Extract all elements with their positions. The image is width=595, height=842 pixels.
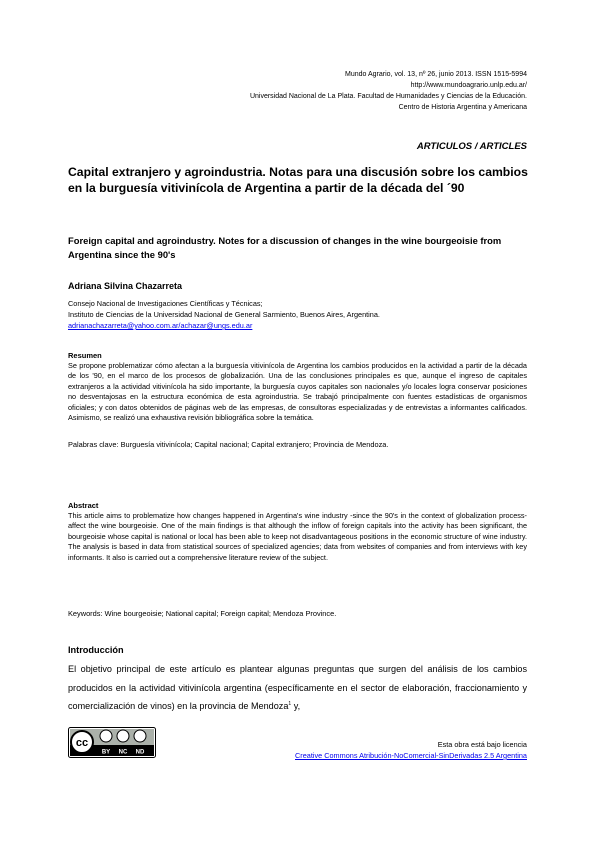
author-affiliation <box>68 298 528 331</box>
license-link[interactable]: Creative Commons Atribución-NoComercial-SinDerivadas 2.5 Argentina <box>295 751 527 760</box>
nd-equal-icon <box>134 730 146 742</box>
title-english: Foreign capital and agroindustry. Notes for a discussion of changes in the wine bourgeoisie from Argentina since the 90's <box>68 235 502 260</box>
abstract-text: This article aims to problematize how changes happened in Argentina's wine industry -since the 90's in the context of globalization process- affect the wine bourgeoisie. One of the main findings is that although the inflow of foreign capitals into the activity has been significant, the bourgeoisie whose capital is national or local has been able to keep not disadvantageous positions in the economic structure of wine industry. The analysis is based in data from statistical sources of specialized agencies; data from websites of companies and from interviews with key informants. It also is carried out a comprehensive literature review of the subject. <box>68 511 527 562</box>
abstract-heading: Abstract <box>68 501 99 510</box>
license-line: Esta obra está bajo licencia <box>437 740 527 749</box>
keywords-label: Keywords: <box>68 609 103 618</box>
author-name: Adriana Silvina Chazarreta <box>68 281 183 291</box>
journal-citation: Mundo Agrario, vol. 13, nº 26, junio 2013. ISSN 1515-5994 <box>345 71 527 78</box>
palabras-clave-text: Burguesía vitivinícola; Capital nacional; Capital extranjero; Provincia de Mendoza. <box>120 440 389 449</box>
keywords-text: Wine bourgeoisie; National capital; Foreign capital; Mendoza Province. <box>104 609 337 618</box>
intro-text-after-note: y, <box>291 701 301 711</box>
journal-url-link[interactable]: http://www.mundoagrario.unlp.edu.ar/ <box>410 82 527 89</box>
introduccion-paragraph <box>68 660 527 716</box>
institution-line-2: Centro de Historia Argentina y Americana <box>398 104 527 111</box>
nc-dollar-icon <box>117 730 129 742</box>
affiliation-line-2: Instituto de Ciencias de la Universidad Nacional de General Sarmiento, Buenos Aires, Argentina. <box>68 310 380 319</box>
resumen-heading: Resumen <box>68 351 102 360</box>
footnote-marker[interactable]: 1 <box>288 700 292 707</box>
keywords <box>68 609 527 618</box>
palabras-clave <box>68 440 527 449</box>
intro-text-before-note: El objetivo principal de este artículo es plantear algunas preguntas que surgen del análisis de los cambios producidos en la actividad vitivinícola argentina (específicamente en el sector de elaboración, fraccionamiento y comercialización de vinos) en la provincia de Mendoza <box>68 664 527 711</box>
resumen-text: Se propone problematizar cómo afectan a la burguesía vitivinícola de Argentina los cambios producidos en la actividad a partir de la década de los '90, en el marco de los procesos de globalización. Una de las conclusiones principales es que, aunque el ingreso de capitales extranjeros a la actividad vitivinícola ha sido importante, la burguesía cuyos capitales son nacionales y/o locales logra conservar posiciones no desventajosas en la estructura económica de esta agroindustria. Se trabajó principalmente con fuentes estadísticas de organismos oficiales; y con datos obtenidos de páginas web de las empresas, de consultoras especializadas y de entrevistas a informantes calificados. Asimismo, se realizó una exhaustiva revisión bibliográfica sobre la temática. <box>68 361 527 423</box>
cc-glyph: cc <box>75 737 89 749</box>
institution-line-1: Universidad Nacional de La Plata. Facultad de Humanidades y Ciencias de la Educación. <box>249 93 527 100</box>
license-notice <box>295 739 527 761</box>
cc-by-nc-nd-badge-icon[interactable] <box>68 727 156 758</box>
author-email-link[interactable]: adrianachazarreta@yahoo.com.ar/achazar@ungs.edu.ar <box>68 321 253 330</box>
title-spanish: Capital extranjero y agroindustria. Notas para una discusión sobre los cambios en la burguesía vitivinícola de Argentina a partir de la década del ´90 <box>68 165 528 195</box>
affiliation-line-1: Consejo Nacional de Investigaciones Científicas y Técnicas; <box>68 299 263 308</box>
introduccion-heading: Introducción <box>68 645 124 655</box>
by-label: BY <box>101 749 111 756</box>
by-person-icon <box>100 730 112 742</box>
nc-label: NC <box>118 749 128 756</box>
palabras-clave-label: Palabras clave: <box>68 440 119 449</box>
section-label: ARTICULOS / ARTICLES <box>416 141 527 152</box>
nd-label: ND <box>135 749 145 756</box>
